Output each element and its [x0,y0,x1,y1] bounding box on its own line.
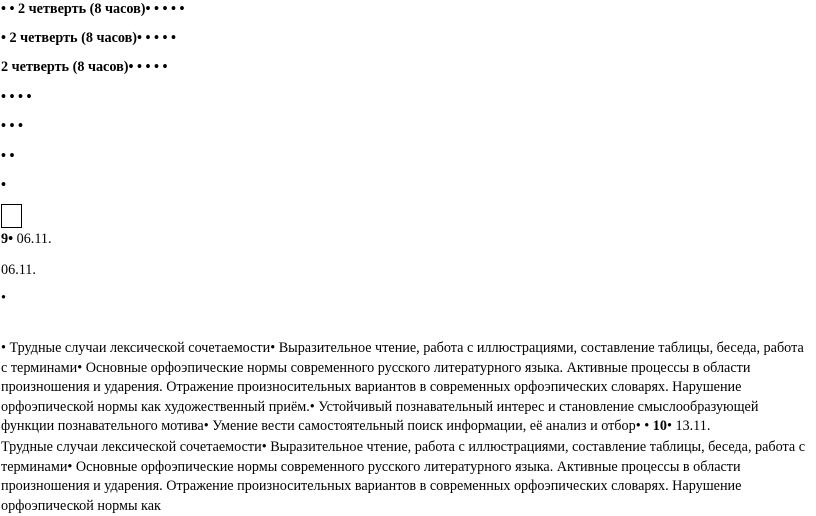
lesson-date-10: • 13.11. [666,418,711,434]
paragraph-text: • Трудные случаи лексической сочетаемости• Выразительное чтение, работа с иллюстрациями, составление таблицы, беседа, работа с терминами• Основные орфоэпические нормы современного русского литературного языка. Активные процессы в области произношения и ударения. Отражение произносительных вариантов в современных орфоэпических словарях. Нарушение орфоэпической нормы как художественный приём.• Устойчивый познавательный интерес и становление смыслообразующей функции познавательного мотива• Умение вести самостоятельный поиск информации, её анализ и отбор• • [1,340,804,434]
bullet-row-3: • • • [1,118,23,134]
lesson-number: 9 [1,231,9,247]
lesson-number-10: 10 [652,418,667,434]
bullet-line: • [1,290,6,306]
lesson-9-row [1,230,52,248]
quarter-heading-2: • 2 четверть (8 часов)• • • • • [1,30,177,46]
bullet-row-1: • [1,177,6,193]
date-line: 06.11. [1,262,36,278]
quarter-heading-1: • • 2 четверть (8 часов)• • • • • [1,1,185,17]
lesson-date: 06.11. [16,231,52,247]
quarter-heading-3: 2 четверть (8 часов)• • • • • [1,59,168,75]
empty-cell-box [1,204,22,228]
lesson-description-repeat: Трудные случаи лексической сочетаемости• Выразительное чтение, работа с иллюстрациями, составление таблицы, беседа, работа с терминами• Основные орфоэпические нормы современного русского литературного языка. Активные процессы в области произношения и ударения. Отражение произносительных вариантов в современных орфоэпических словарях. Нарушение орфоэпической нормы как [1,439,806,514]
bullet-row-2: • • [1,148,15,164]
lesson-description-paragraph [1,339,813,437]
lesson-bullet: • [8,231,14,247]
bullet-row-4: • • • • [1,89,32,105]
